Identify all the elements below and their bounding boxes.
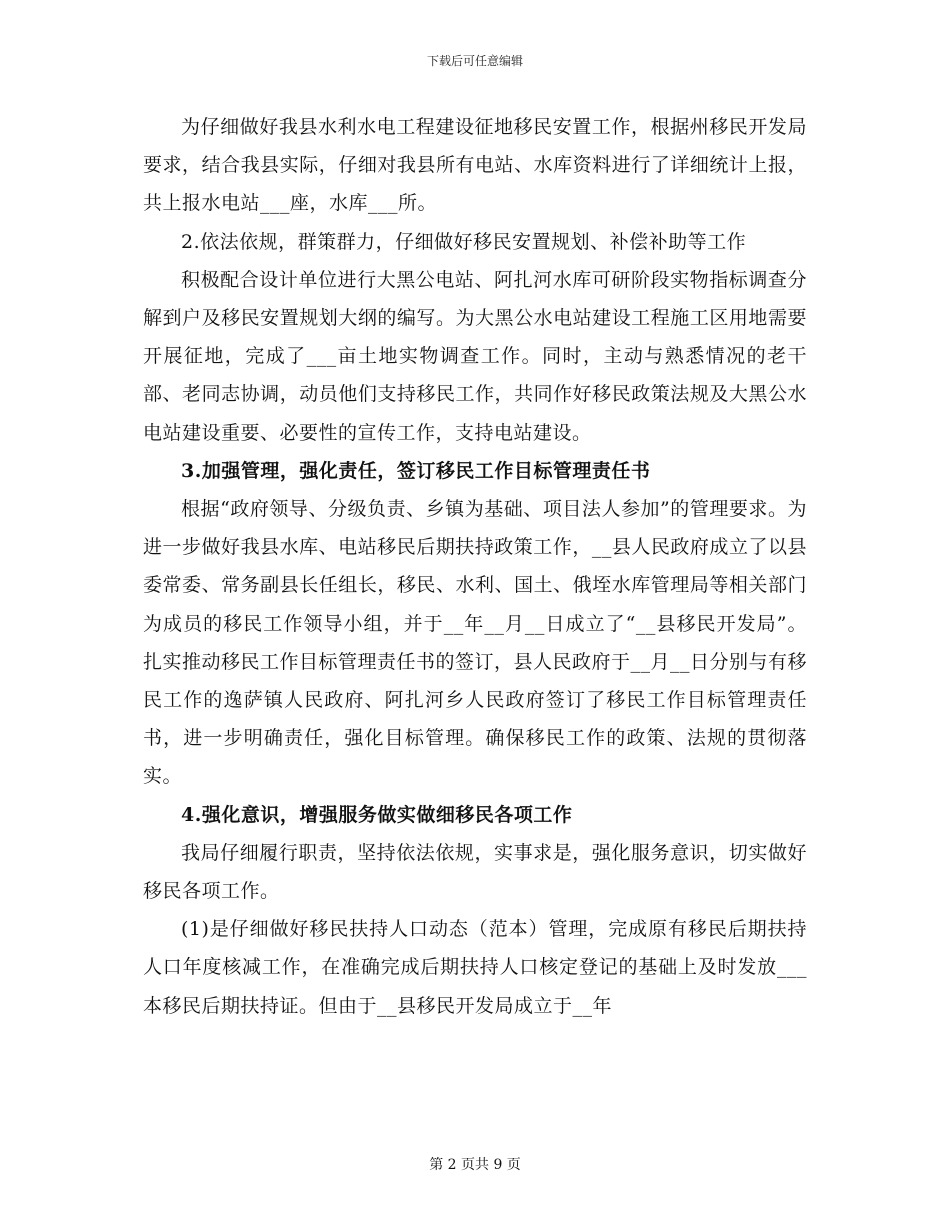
section-2-heading: 2.依法依规，群策群力，仔细做好移民安置规划、补偿补助等工作 xyxy=(181,230,747,253)
document-body xyxy=(143,108,807,1025)
paragraph-section-4: 我局仔细履行职责，坚持依法依规，实事求是，强化服务意识，切实做好移民各项工作。 xyxy=(143,841,807,903)
paragraph-item-1: (1)是仔细做好移民扶持人口动态（范本）管理，完成原有移民后期扶持人口年度核减工作，在准确完成后期扶持人口核定登记的基础上及时发放___本移民后期扶持证。但由于__县移民开发局成立于__年 xyxy=(143,918,807,1017)
page-header: 下载后可任意编辑 xyxy=(426,54,523,68)
paragraph-intro: 为仔细做好我县水利水电工程建设征地移民安置工作，根据州移民开发局要求，结合我县实际，仔细对我县所有电站、水库资料进行了详细统计上报，共上报水电站___座，水库___所。 xyxy=(143,116,807,215)
page-footer: 第 2 页共 9 页 xyxy=(429,1157,521,1173)
paragraph-section-3: 根据“政府领导、分级负责、乡镇为基础、项目法人参加”的管理要求。为进一步做好我县水库、电站移民后期扶持政策工作，__县人民政府成立了以县委常委、常务副县长任组长，移民、水利、国土、俄垤水库管理局等相关部门为成员的移民工作领导小组，并于__年__月__日成立了“__县移民开发局”。扎实推动移民工作目标管理责任书的签订，县人民政府于__月__日分别与有移民工作的逸萨镇人民政府、阿扎河乡人民政府签订了移民工作目标管理责任书，进一步明确责任，强化目标管理。确保移民工作的政策、法规的贯彻落实。 xyxy=(143,498,808,788)
section-4-heading: 4.强化意识，增强服务做实做细移民各项工作 xyxy=(181,803,573,826)
paragraph-section-2: 积极配合设计单位进行大黑公电站、阿扎河水库可研阶段实物指标调查分解到户及移民安置规划大纲的编写。为大黑公水电站建设工程施工区用地需要开展征地，完成了___亩土地实物调查工作。同时，主动与熟悉情况的老干部、老同志协调，动员他们支持移民工作，共同作好移民政策法规及大黑公水电站建设重要、必要性的宣传工作，支持电站建设。 xyxy=(143,268,807,444)
section-3-heading: 3.加强管理，强化责任，签订移民工作目标管理责任书 xyxy=(181,459,651,482)
